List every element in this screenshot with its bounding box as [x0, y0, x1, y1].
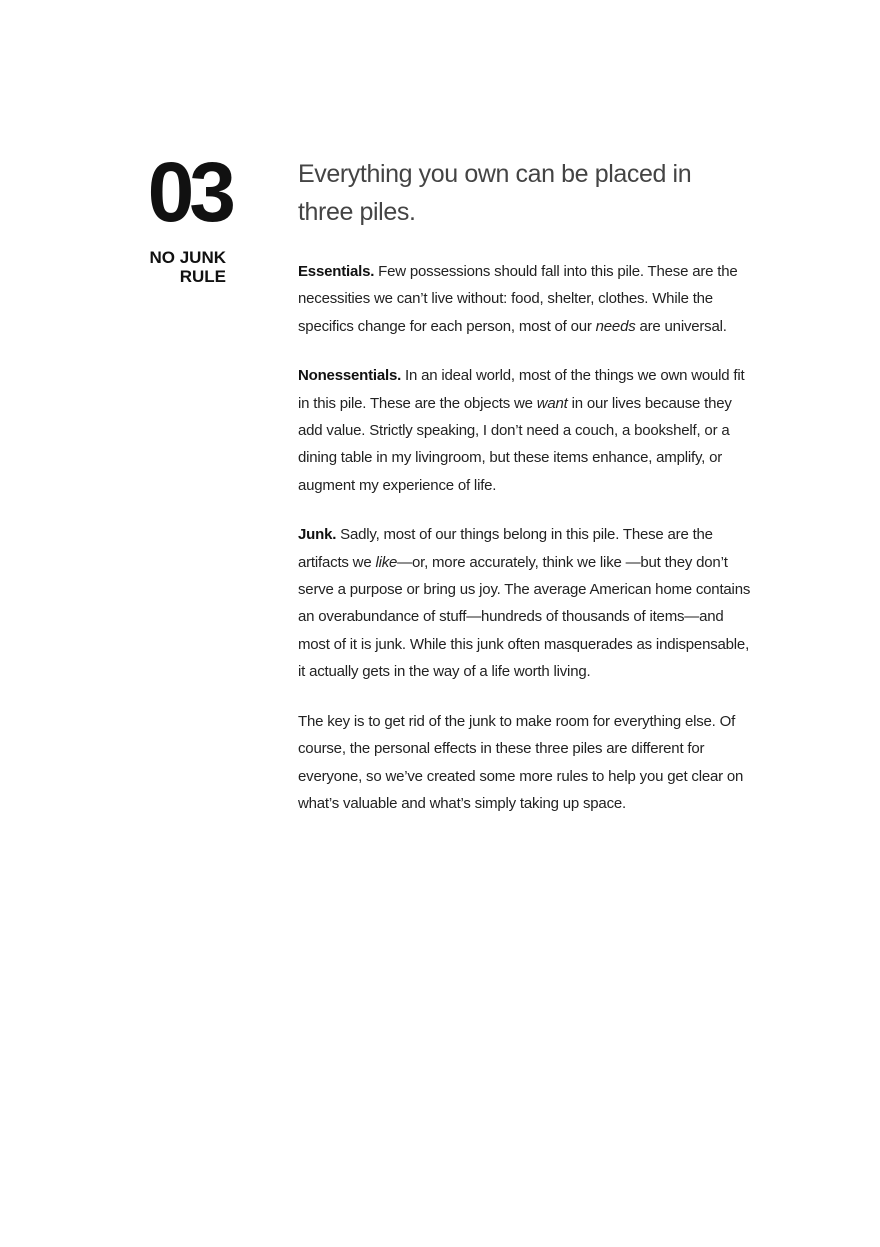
lead-term: Essentials.	[298, 263, 375, 280]
text: Few possessions should fall into this pile. These are the necessities we can’t live without: food, shelter, clothes. While the specifics change for each person, most of our	[298, 263, 738, 335]
rule-number: 03	[147, 145, 231, 239]
paragraph-essentials	[298, 258, 754, 340]
text: in our lives because they add value. Strictly speaking, I don’t need a couch, a bookshelf, or a dining table in my livingroom, but these items enhance, amplify, or augment my experience of life.	[298, 394, 732, 494]
emphasis: want	[536, 394, 568, 412]
rule-name-line1: NO JUNK	[149, 248, 226, 267]
section-heading: Everything you own can be placed in three piles.	[298, 160, 692, 226]
emphasis: needs	[595, 317, 636, 335]
lead-term: Nonessentials.	[298, 367, 402, 385]
rule-name-line2: RULE	[179, 267, 226, 286]
paragraph-nonessentials	[298, 362, 754, 499]
rule-name	[149, 248, 226, 286]
text: are universal.	[635, 317, 727, 335]
paragraph-junk	[298, 521, 754, 685]
paragraph-closing: The key is to get rid of the junk to make room for everything else. Of course, the personal effects in these three piles are different for everyone, so we’ve created some more rules to help you get clear on what’s valuable and what’s simply taking up space.	[298, 712, 744, 812]
text: In an ideal world, most of the things we own would fit in this pile. These are the objects we	[298, 367, 745, 412]
lead-term: Junk.	[298, 526, 337, 544]
emphasis: like	[375, 553, 398, 571]
text: —or, more accurately, think we like —but they don’t serve a purpose or bring us joy. The average American home contains an overabundance of stuff—hundreds of thousands of items—and most of it is junk. While this junk often masquerades as indispensable, it actually gets in the way of a life worth living.	[298, 553, 751, 681]
text: Sadly, most of our things belong in this pile. These are the artifacts we	[298, 526, 713, 571]
body-text	[298, 258, 754, 839]
